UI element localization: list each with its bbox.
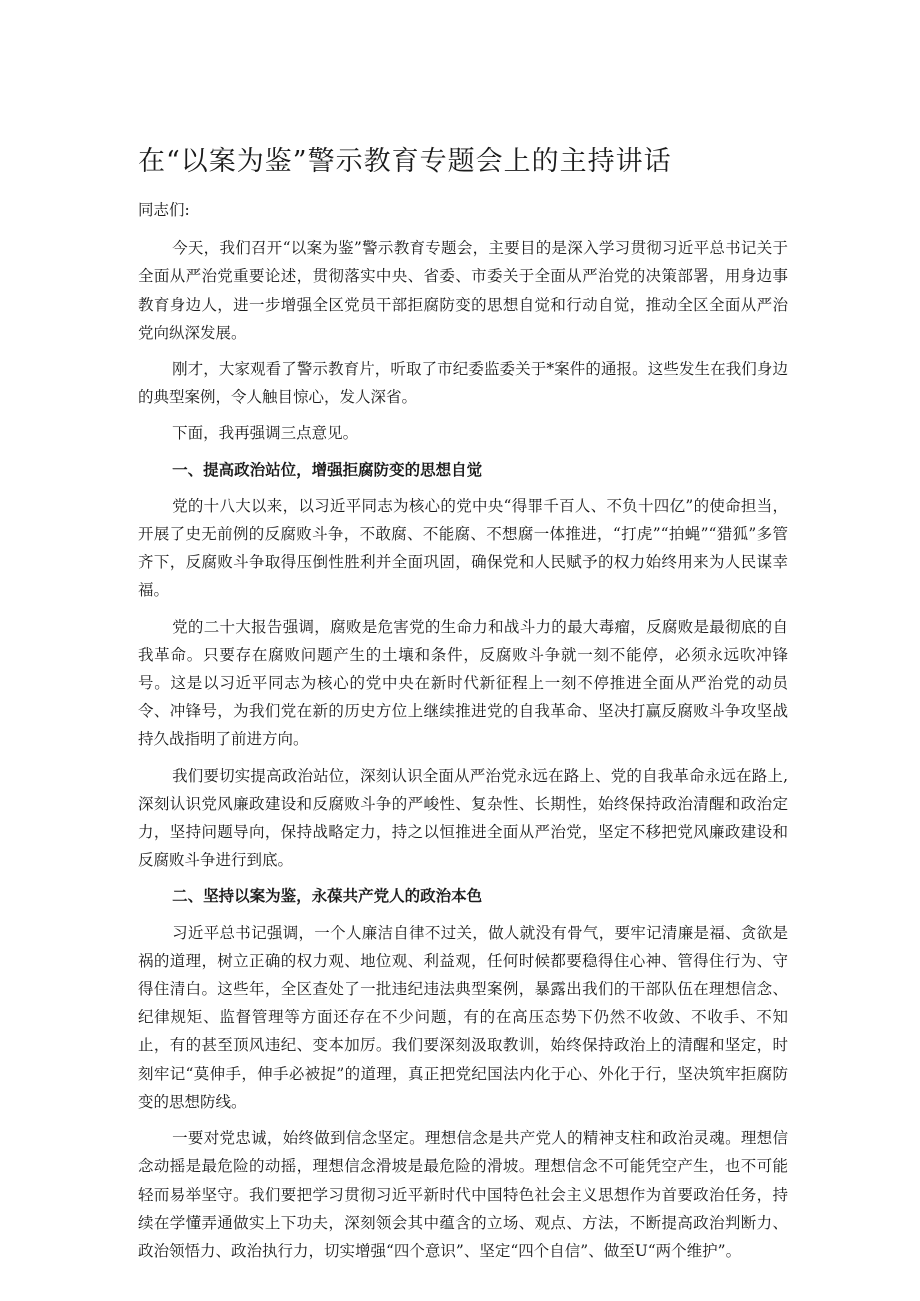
paragraph-review: 刚才，大家观看了警示教育片，听取了市纪委监委关于*案件的通报。这些发生在我们身边的典型案例，令人触目惊心，发人深省。 — [138, 360, 788, 407]
section-heading-1: 一、提高政治站位，增强拒腐防变的思想自觉 — [172, 459, 483, 479]
paragraph-section2-b: 一要对党忠诚，始终做到信念坚定。理想信念是共产党人的精神支柱和政治灵魂。理想信念动摇是最危险的动摇，理想信念滑坡是最危险的滑坡。理想信念不可能凭空产生，也不可能轻而易举坚守。我们要把学习贯彻习近平新时代中国特色社会主义思想作为首要政治任务，持续在学懂弄通做实上下功夫，深刻领会其中蕴含的立场、观点、方法，不断提高政治判断力、政治领悟力、政治执行力，切实增强“四个意识”、坚定“四个自信”、做至U“两个维护”。 — [138, 1129, 788, 1260]
paragraph-section1-c: 我们要切实提高政治站位，深刻认识全面从严治党永远在路上、党的自我革命永远在路上,深刻认识党风廉政建设和反腐败斗争的严峻性、复杂性、长期性，始终保持政治清醒和政治定力，坚持问题导向，保持战略定力，持之以恒推进全面从严治党，坚定不移把党风廉政建设和反腐败斗争进行到底。 — [138, 766, 788, 870]
document-body — [138, 196, 788, 1273]
paragraph-section1-b: 党的二十大报告强调，腐败是危害党的生命力和战斗力的最大毒瘤，反腐败是最彻底的自我革命。只要存在腐败问题产生的土壤和条件，反腐败斗争就一刻不能停，必须永远吹冲锋号。这是以习近平同志为核心的党中央在新时代新征程上一刻不停推进全面从严治党的动员令、冲锋号，为我们党在新的历史方位上继续推进党的自我革命、坚决打赢反腐败斗争攻坚战持久战指明了前进方向。 — [138, 617, 788, 749]
salutation: 同志们: — [138, 201, 190, 219]
paragraph-section2-a: 习近平总书记强调，一个人廉洁自律不过关，做人就没有骨气，要牢记清廉是福、贪欲是祸的道理，树立正确的权力观、地位观、利益观，任何时候都要稳得住心神、管得住行为、守得住清白。这些年，全区查处了一批违纪违法典型案例，暴露出我们的干部队伍在理想信念、纪律规矩、监督管理等方面还存在不少问题，有的在高压态势下仍然不收敛、不收手、不知止，有的甚至顶风违纪、变本加厉。我们要深刻汲取教训，始终保持政治上的清醒和坚定，时刻牢记“莫伸手，伸手必被捉”的道理，真正把党纪国法内化于心、外化于行，坚决筑牢拒腐防变的思想防线。 — [138, 923, 788, 1111]
paragraph-opening: 今天，我们召开“以案为鉴”警示教育专题会，主要目的是深入学习贯彻习近平总书记关于全面从严治党重要论述，贯彻落实中央、省委、市委关于全面从严治党的决策部署，用身边事教育身边人，进一步增强全区党员干部拒腐防变的思想自觉和行动自觉，推动全区全面从严治党向纵深发展。 — [138, 239, 788, 342]
paragraph-section1-a: 党的十八大以来，以习近平同志为核心的党中央“得罪千百人、不负十四亿”的使命担当，开展了史无前例的反腐败斗争，不敢腐、不能腐、不想腐一体推进，“打虎”“拍蝇”“猎狐”多管齐下，反腐败斗争取得压倒性胜利并全面巩固，确保党和人民赋予的权力始终用来为人民谋幸福。 — [138, 496, 788, 600]
section-heading-2: 二、坚持以案为鉴，永葆共产党人的政治本色 — [172, 886, 483, 906]
document-title: 在“以案为鉴”警示教育专题会上的主持讲话 — [138, 146, 672, 177]
paragraph-intro-points: 下面，我再强调三点意见。 — [172, 424, 359, 443]
